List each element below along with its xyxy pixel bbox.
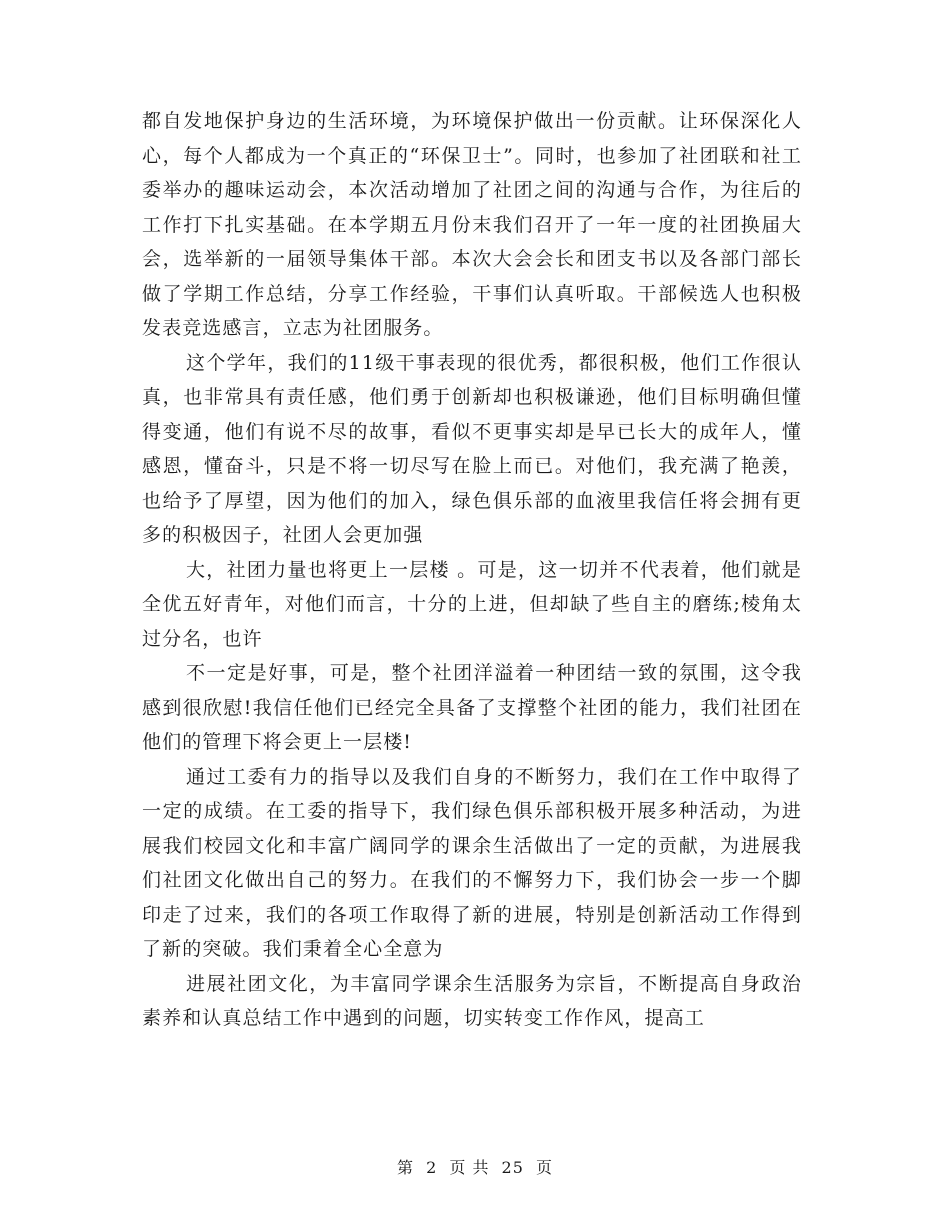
footer-suffix: 页 [536,1158,554,1177]
footer-current-page: 2 [426,1158,438,1177]
paragraph-3: 大，社团力量也将更上一层楼 。可是，这一切并不代表着，他们就是全优五好青年，对他们而言，十分的上进，但却缺了些自主的磨练;棱角太过分名，也许 [142,558,802,650]
paragraph-6: 进展社团文化，为丰富同学课余生活服务为宗旨，不断提高自身政治素养和认真总结工作中遇到的问题，切实转变工作作风，提高工 [142,972,802,1029]
paragraph-1: 都自发地保护身边的生活环境，为环境保护做出一份贡献。让环保深化人心，每个人都成为一个真正的“环保卫士”。同时，也参加了社团联和社工委举办的趣味运动会，本次活动增加了社团之间的沟通与合作，为往后的工作打下扎实基础。在本学期五月份末我们召开了一年一度的社团换届大会，选举新的一届领导集体干部。本次大会会长和团支书以及各部门部长做了学期工作总结，分享工作经验，干事们认真听取。干部候选人也积极发表竞选感言，立志为社团服务。 [142,110,802,339]
footer-total-pages: 25 [501,1158,524,1177]
document-body [142,104,802,1036]
paragraph-2: 这个学年，我们的11级干事表现的很优秀，都很积极，他们工作很认真，也非常具有责任感，他们勇于创新却也积极谦逊，他们目标明确但懂得变通，他们有说不尽的故事，看似不更事实却是早已长大的成年人，懂感恩，懂奋斗，只是不将一切尽写在脸上而已。对他们，我充满了艳羡，也给予了厚望，因为他们的加入，绿色俱乐部的血液里我信任将会拥有更多的积极因子，社团人会更加强 [142,351,802,546]
paragraph-4: 不一定是好事，可是，整个社团洋溢着一种团结一致的氛围，这令我感到很欣慰!我信任他们已经完全具备了支撑整个社团的能力，我们社团在他们的管理下将会更上一层楼! [142,662,802,753]
footer-prefix: 第 [396,1158,414,1177]
footer-middle: 页 共 [449,1158,490,1177]
paragraph-5: 通过工委有力的指导以及我们自身的不断努力，我们在工作中取得了一定的成绩。在工委的指导下，我们绿色俱乐部积极开展多种活动，为进展我们校园文化和丰富广阔同学的课余生活做出了一定的贡献，为进展我们社团文化做出自己的努力。在我们的不懈努力下，我们协会一步一个脚印走了过来，我们的各项工作取得了新的进展，特别是创新活动工作得到了新的突破。我们秉着全心全意为 [142,765,802,960]
page-footer [0,1155,950,1178]
